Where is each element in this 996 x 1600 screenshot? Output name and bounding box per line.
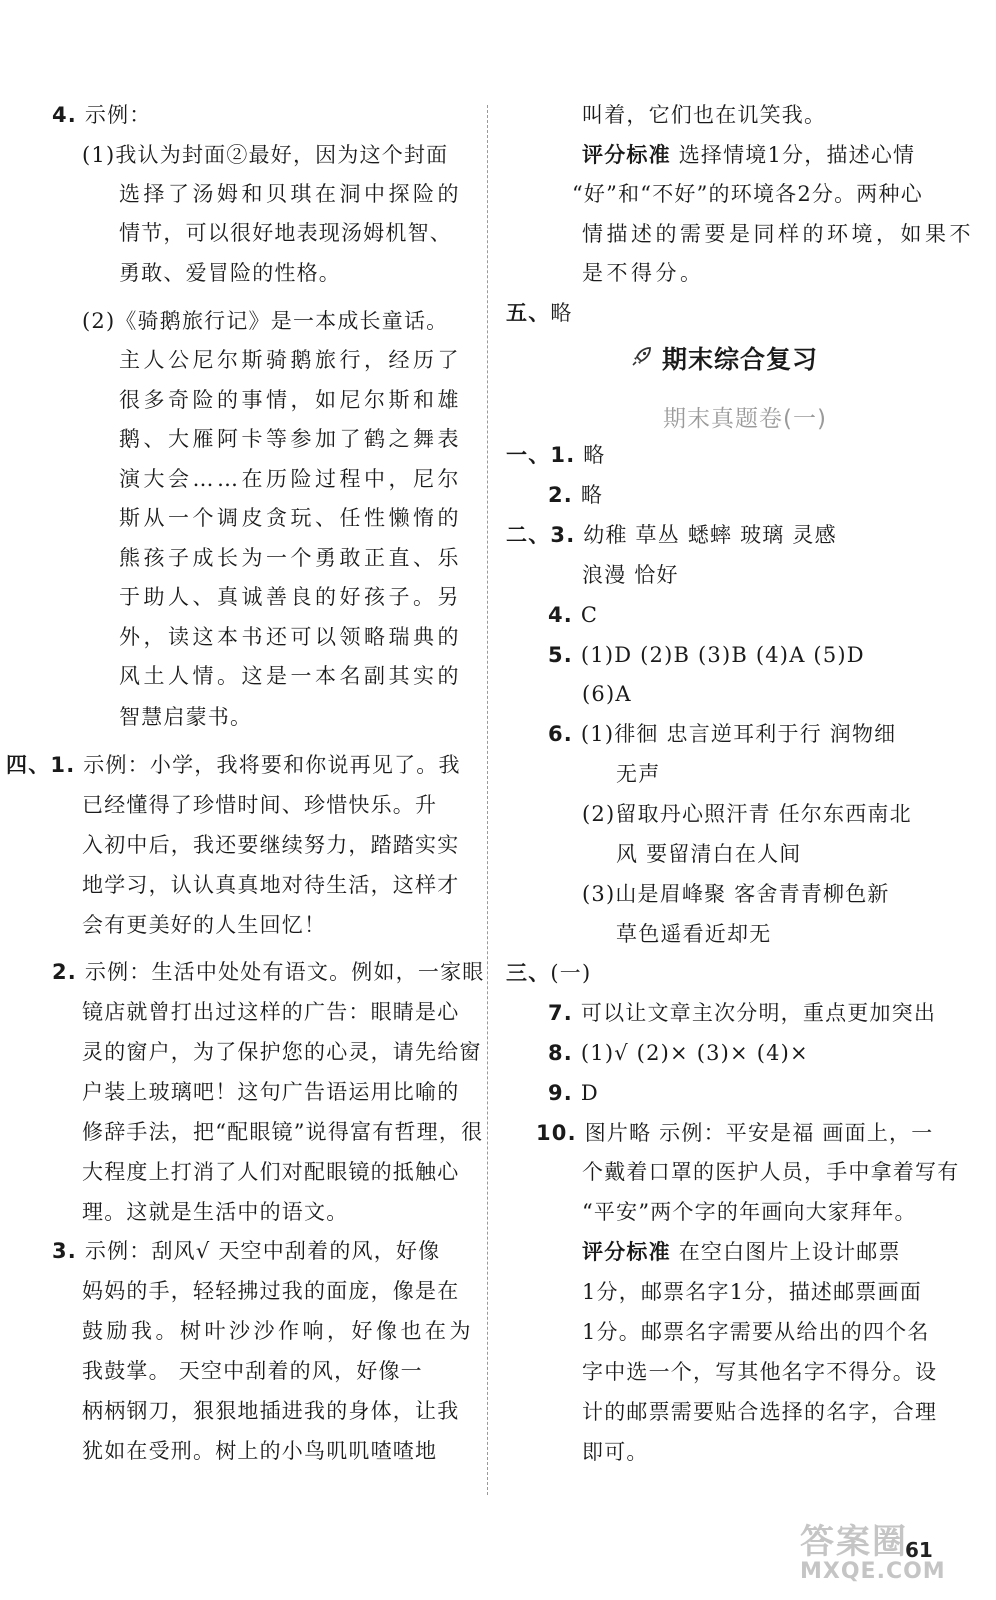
section-subtitle: 期末真题卷(一) — [663, 406, 827, 432]
answer-line: 8. (1)√ (2)× (3)× (4)× — [548, 1041, 809, 1065]
item-number: 4. — [548, 603, 573, 627]
answer-line: 入初中后，我还要继续努力，踏踏实实 — [82, 833, 460, 857]
answer-line: (6)A — [582, 682, 632, 706]
watermark-en: MXQE.COM — [800, 1559, 946, 1584]
answer-line: 斯从一个调皮贪玩、任性懒惰的 — [119, 506, 462, 530]
item-number: 五、 — [506, 301, 551, 325]
answer-line: 浪漫 恰好 — [582, 563, 679, 587]
answer-line: 字中选一个，写其他名字不得分。设 — [582, 1360, 938, 1384]
answer-line: 计的邮票需要贴合选择的名字，合理 — [582, 1400, 938, 1424]
answer-line: 风土人情。这是一本名副其实的 — [119, 664, 462, 688]
item-number: 10. — [536, 1121, 577, 1145]
answer-line: 镜店就曾打出过这样的广告：眼睛是心 — [82, 1000, 460, 1024]
answer-line: 即可。 — [582, 1440, 649, 1464]
answer-line: 选择了汤姆和贝琪在洞中探险的 — [119, 182, 462, 206]
item-number: 7. — [548, 1001, 573, 1025]
answer-line: (1)我认为封面②最好，因为这个封面 — [82, 143, 449, 167]
answer-line: 2. 略 — [548, 483, 604, 507]
answer-line: (3)山是眉峰聚 客舍青青柳色新 — [582, 882, 890, 906]
item-number: 9. — [548, 1081, 573, 1105]
answer-line: 风 要留清白在人间 — [616, 842, 802, 866]
answer-line: 会有更美好的人生回忆！ — [82, 913, 327, 937]
answer-line: 犹如在受刑。树上的小鸟叽叽喳喳地 — [82, 1439, 438, 1463]
answer-line: (2)《骑鹅旅行记》是一本成长童话。 — [82, 309, 449, 333]
answer-line: 无声 — [616, 762, 661, 786]
answer-line: 10. 图片略 示例：平安是福 画面上，一 — [536, 1121, 934, 1145]
answer-line: “平安”两个字的年画向大家拜年。 — [582, 1200, 917, 1224]
answer-line: 很多奇险的事情，如尼尔斯和雄 — [119, 388, 462, 412]
item-number: 2. — [52, 960, 77, 984]
answer-line: 一、1. 略 — [506, 443, 606, 467]
answer-line: 妈妈的手，轻轻拂过我的面庞，像是在 — [82, 1279, 460, 1303]
answer-line: 2. 示例：生活中处处有语文。例如，一家眼 — [52, 960, 485, 984]
answer-line: 主人公尼尔斯骑鹅旅行，经历了 — [119, 348, 462, 372]
answer-line: 鼓励我。树叶沙沙作响，好像也在为 — [82, 1319, 474, 1343]
item-number: 一、1. — [506, 443, 576, 467]
answer-line: 1分，邮票名字1分，描述邮票画面 — [582, 1280, 922, 1304]
item-number: 三、 — [506, 961, 551, 985]
answer-line: 6. (1)徘徊 忠言逆耳利于行 润物细 — [548, 722, 897, 746]
answer-line: 三、(一) — [506, 961, 592, 985]
item-number: 四、1. — [6, 753, 76, 777]
answer-line: 草色遥看近却无 — [616, 922, 772, 946]
item-number: 2. — [548, 483, 573, 507]
page-number: 61 — [905, 1538, 933, 1562]
answer-line: (2)留取丹心照汗青 任尔东西南北 — [582, 802, 912, 826]
answer-line: 勇敢、爱冒险的性格。 — [119, 261, 341, 285]
item-number: 4. — [52, 103, 77, 127]
item-number: 6. — [548, 722, 573, 746]
answer-line: 3. 示例：刮风√ 天空中刮着的风，好像 — [52, 1239, 441, 1263]
answer-line: 已经懂得了珍惜时间、珍惜快乐。升 — [82, 793, 438, 817]
column-divider — [487, 105, 488, 1495]
answer-line: 二、3. 幼稚 草丛 蟋蟀 玻璃 灵感 — [506, 523, 837, 547]
answer-line: 熊孩子成长为一个勇敢正直、乐 — [119, 546, 462, 570]
grading-note: 评分标准 选择情境1分，描述心情 — [582, 143, 916, 167]
answer-line: 情描述的需要是同样的环境，如果不 — [582, 222, 974, 246]
answer-line: 五、略 — [506, 301, 573, 325]
answer-line: 叫着，它们也在讥笑我。 — [582, 103, 827, 127]
grading-note: 评分标准 在空白图片上设计邮票 — [582, 1240, 901, 1264]
item-number: 二、3. — [506, 523, 576, 547]
answer-line: “好”和“不好”的环境各2分。两种心 — [572, 182, 923, 206]
answer-line: 理。这就是生活中的语文。 — [82, 1200, 349, 1224]
answer-line: 柄柄钢刀，狠狠地插进我的身体，让我 — [82, 1399, 460, 1423]
grading-label: 评分标准 — [582, 143, 671, 167]
section-title — [630, 340, 818, 376]
answer-line: 1分。邮票名字需要从给出的四个名 — [582, 1320, 930, 1344]
answer-line: 4. 示例： — [52, 103, 152, 127]
answer-line: 于助人、真诚善良的好孩子。另 — [119, 585, 462, 609]
answer-line: 演大会……在历险过程中，尼尔 — [119, 467, 462, 491]
answer-line: 地学习，认认真真地对待生活，这样才 — [82, 873, 460, 897]
answer-line: 智慧启蒙书。 — [119, 705, 253, 729]
grading-label: 评分标准 — [582, 1240, 671, 1264]
section-title-text: 期末综合复习 — [662, 345, 819, 374]
answer-line: 灵的窗户，为了保护您的心灵，请先给窗 — [82, 1040, 482, 1064]
answer-line: 5. (1)D (2)B (3)B (4)A (5)D — [548, 643, 865, 667]
answer-line: 个戴着口罩的医护人员，手中拿着写有 — [582, 1160, 960, 1184]
watermark-cn: 答案圈 — [800, 1522, 908, 1562]
answer-line: 9. D — [548, 1081, 599, 1105]
answer-line: 7. 可以让文章主次分明，重点更加突出 — [548, 1001, 937, 1025]
item-number: 5. — [548, 643, 573, 667]
answer-line: 四、1. 示例：小学，我将要和你说再见了。我 — [6, 753, 461, 777]
item-number: 8. — [548, 1041, 573, 1065]
answer-line: 是不得分。 — [582, 261, 705, 285]
answer-line: 户装上玻璃吧！这句广告语运用比喻的 — [82, 1080, 460, 1104]
item-number: 3. — [52, 1239, 77, 1263]
answer-line: 修辞手法，把“配眼镜”说得富有哲理，很 — [82, 1120, 484, 1144]
answer-line: 我鼓掌。 天空中刮着的风，好像一 — [82, 1359, 423, 1383]
answer-line: 情节，可以很好地表现汤姆机智、 — [119, 221, 452, 245]
answer-line: 鹅、大雁阿卡等参加了鹤之舞表 — [119, 427, 462, 451]
answer-line: 4. C — [548, 603, 599, 627]
answer-line: 外，读这本书还可以领略瑞典的 — [119, 625, 462, 649]
rocket-icon — [630, 344, 654, 373]
answer-line: 大程度上打消了人们对配眼镜的抵触心 — [82, 1160, 460, 1184]
